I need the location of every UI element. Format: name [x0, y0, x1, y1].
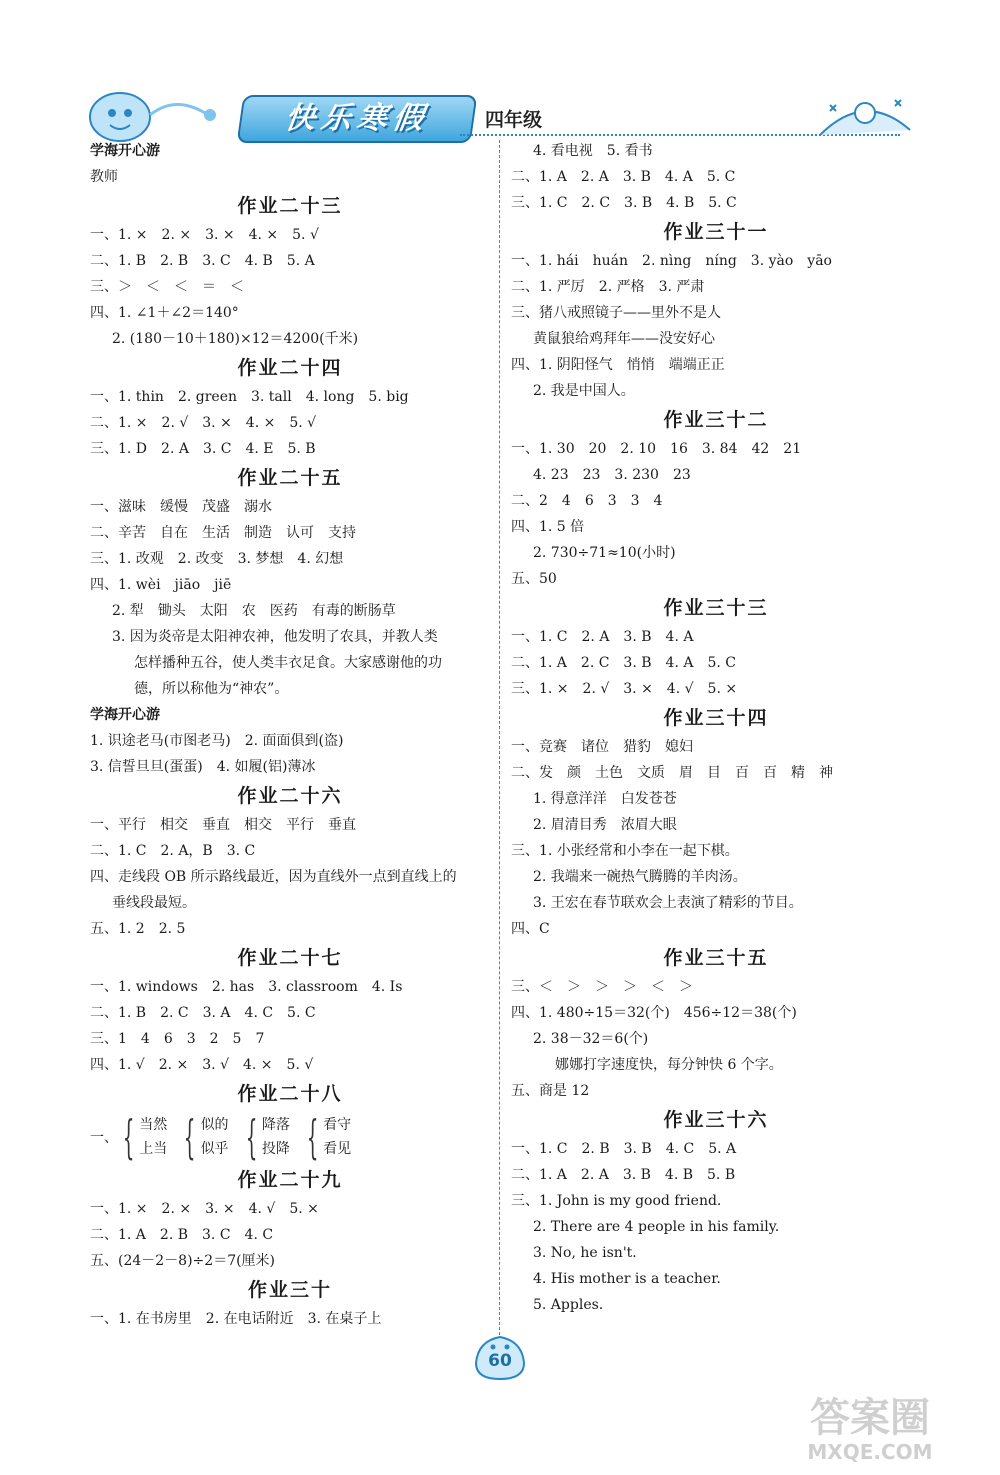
answer-line: 一、1. 30 20 2. 10 16 3. 84 42 21 [511, 441, 802, 457]
watermark-logo [760, 1385, 980, 1465]
answer-line: 三、1. John is my good friend. [511, 1193, 722, 1209]
brace-icon: { [184, 1110, 196, 1164]
answer-line: 一、竞赛 诸位 猎豹 媳妇 [511, 739, 693, 755]
answer-line: 德，所以称他为“神农”。 [134, 681, 289, 697]
answer-line: 一、平行 相交 垂直 相交 平行 垂直 [90, 817, 356, 833]
snow-cartoon-icon [810, 85, 920, 145]
answer-line: 二、1. × 2. √ 3. × 4. × 5. √ [90, 415, 317, 431]
homework-title: 作业二十八 [237, 1083, 343, 1105]
answer-line: 三、1 4 6 3 2 5 7 [90, 1031, 265, 1047]
answer-line: 二、1. A 2. A 3. B 4. B 5. B [511, 1167, 736, 1183]
brace-icon: { [306, 1110, 319, 1164]
homework-title: 作业二十九 [237, 1169, 343, 1191]
homework-title: 作业二十三 [237, 195, 343, 217]
word: 看见 [323, 1141, 352, 1157]
answer-line: 三、1. C 2. C 3. B 4. B 5. C [511, 195, 737, 211]
answer-line: 2. 我端来一碗热气腾腾的羊肉汤。 [533, 869, 747, 885]
answer-line: 2. (180－10＋180)×12＝4200(千米) [112, 331, 359, 347]
answer-line: 三、1. × 2. √ 3. × 4. √ 5. × [511, 681, 738, 697]
banner-title: 快乐寒假 [237, 95, 478, 143]
word-pair [302, 1110, 352, 1164]
word: 当然 [139, 1117, 168, 1133]
homework-title: 作业三十六 [663, 1109, 769, 1131]
banner-grade: 四年级 [485, 109, 543, 131]
word: 似的 [200, 1117, 229, 1133]
homework-title: 作业二十六 [237, 785, 343, 807]
homework-title: 作业三十三 [663, 597, 769, 619]
answer-line: 2. 38－32＝6(个) [533, 1031, 649, 1047]
word-pair [241, 1110, 290, 1164]
answer-line: 垂线段最短。 [112, 895, 196, 911]
answer-line: 一、1. × 2. × 3. × 4. √ 5. × [90, 1201, 319, 1217]
answer-line: 二、1. A 2. B 3. C 4. C [90, 1227, 274, 1243]
answer-line: 3. No, he isn't. [533, 1245, 637, 1261]
homework-title: 作业三十 [247, 1279, 332, 1301]
answer-line: 三、猪八戒照镜子——里外不是人 [511, 305, 721, 321]
answer-line: 一、1. C 2. B 3. B 4. C 5. A [511, 1141, 737, 1157]
answer-line: 3. 因为炎帝是太阳神农神，他发明了农具，并教人类 [112, 629, 438, 645]
answer-line: 二、辛苦 自在 生活 制造 认可 支持 [90, 525, 356, 541]
answer-line: 五、1. 2 2. 5 [90, 921, 186, 937]
answer-prefix: 一、 [90, 1130, 118, 1146]
answer-line: 二、2 4 6 3 3 4 [511, 493, 663, 509]
answer-line: 四、1. wèi jiāo jiē [90, 577, 232, 593]
answer-line: 四、1. 阴阳怪气 悄悄 端端正正 [511, 357, 725, 373]
answer-line: 四、1. 480÷15＝32(个) 456÷12＝38(个) [511, 1005, 797, 1021]
answer-line: 三、＞ ＜ ＜ ＝ ＜ [90, 279, 244, 295]
word-pair [179, 1110, 229, 1164]
answer-line: 三、1. 改观 2. 改变 3. 梦想 4. 幻想 [90, 551, 344, 567]
answer-line: 4. His mother is a teacher. [533, 1271, 721, 1287]
answer-line: 一、1. hái huán 2. nìng níng 3. yào yāo [511, 253, 832, 269]
answer-line: 一、1. thin 2. green 3. tall 4. long 5. big [90, 389, 409, 405]
homework-title: 作业二十五 [237, 467, 343, 489]
answer-line: 1. 得意洋洋 白发苍苍 [533, 791, 677, 807]
answer-line: 二、发 颜 土色 文质 眉 目 百 百 精 神 [511, 765, 833, 781]
answer-line: 四、1. √ 2. × 3. √ 4. × 5. √ [90, 1057, 314, 1073]
answer-line: 2. There are 4 people in his family. [533, 1219, 780, 1235]
homework-title: 作业三十四 [663, 707, 769, 729]
answer-line: 二、1. A 2. C 3. B 4. A 5. C [511, 655, 736, 671]
answer-line: 黄鼠狼给鸡拜年——没安好心 [533, 331, 715, 347]
answer-line: 怎样播种五谷，使人类丰衣足食。大家感谢他的功 [134, 655, 442, 671]
answer-line: 2. 眉清目秀 浓眉大眼 [533, 817, 677, 833]
answer-line: 四、C [511, 921, 550, 937]
answer-line: 三、＜ ＞ ＞ ＞ ＜ ＞ [511, 979, 693, 995]
answer-line: 五、50 [511, 571, 557, 587]
answer-line: 二、1. C 2. A，B 3. C [90, 843, 256, 859]
word-pair [118, 1110, 168, 1164]
answer-line: 二、1. B 2. C 3. A 4. C 5. C [90, 1005, 316, 1021]
answer-line: 1. 识途老马(市图老马) 2. 面面俱到(盗) [90, 733, 344, 749]
homework-title: 作业三十二 [663, 409, 769, 431]
answer-line: 3. 信誓旦旦(蛋蛋) 4. 如履(铝)薄冰 [90, 759, 316, 775]
word: 似乎 [200, 1141, 229, 1157]
answer-line: 三、1. 小张经常和小李在一起下棋。 [511, 843, 739, 859]
answer-line: 二、1. B 2. B 3. C 4. B 5. A [90, 253, 315, 269]
answer-line: 三、1. D 2. A 3. C 4. E 5. B [90, 441, 316, 457]
answer-line: 一、1. windows 2. has 3. classroom 4. Is [90, 979, 403, 995]
word: 上当 [139, 1141, 168, 1157]
homework-title: 作业三十一 [663, 221, 769, 243]
answer-line: 四、走线段 OB 所示路线最近，因为直线外一点到直线上的 [90, 869, 457, 885]
page-number-text: 60 [488, 1351, 512, 1371]
answer-line: 2. 犁 锄头 太阳 农 医药 有毒的断肠草 [112, 603, 396, 619]
homework-title: 作业二十四 [237, 357, 343, 379]
word: 投降 [261, 1141, 290, 1157]
answer-line: 四、1. ∠1＋∠2＝140° [90, 305, 239, 321]
section-title: 学海开心游 [90, 143, 160, 159]
answer-line: 二、1. 严厉 2. 严格 3. 严肃 [511, 279, 705, 295]
answer-line: 一、滋味 缓慢 茂盛 溺水 [90, 499, 272, 515]
answer-line: 一、1. C 2. A 3. B 4. A [511, 629, 694, 645]
watermark-text: 答案圈 [810, 1395, 930, 1441]
answer-line: 教师 [90, 169, 118, 185]
watermark-url: MXQE.COM [807, 1440, 933, 1464]
answer-line: 一、1. 在书房里 2. 在电话附近 3. 在桌子上 [90, 1311, 382, 1327]
word-pair-row [90, 1110, 490, 1164]
answer-line: 4. 看电视 5. 看书 [533, 143, 653, 159]
answer-line: 娜娜打字速度快，每分钟快 6 个字。 [555, 1057, 783, 1073]
answer-line: 二、1. A 2. A 3. B 4. A 5. C [511, 169, 736, 185]
answer-line: 五、商是 12 [511, 1083, 590, 1099]
word: 降落 [261, 1117, 290, 1133]
answer-line: 2. 730÷71≈10(小时) [533, 545, 676, 561]
answer-line: 四、1. 5 倍 [511, 519, 585, 535]
section-title: 学海开心游 [90, 707, 160, 723]
page-number [470, 1335, 530, 1381]
answer-line: 4. 23 23 3. 230 23 [533, 467, 691, 483]
answer-line: 5. Apples. [533, 1297, 604, 1313]
column-divider [499, 140, 500, 1340]
answer-line: 五、(24－2－8)÷2＝7(厘米) [90, 1253, 276, 1269]
brace-icon: { [122, 1110, 135, 1164]
answer-line: 2. 我是中国人。 [533, 383, 635, 399]
word: 看守 [323, 1117, 352, 1133]
right-column [511, 138, 921, 1318]
answer-line: 3. 王宏在春节联欢会上表演了精彩的节目。 [533, 895, 803, 911]
brace-icon: { [245, 1110, 258, 1164]
cartoon-mascot-icon [80, 85, 230, 145]
answer-line: 一、1. × 2. × 3. × 4. × 5. √ [90, 227, 319, 243]
homework-title: 作业三十五 [663, 947, 769, 969]
homework-title: 作业二十七 [237, 947, 343, 969]
left-column [90, 138, 490, 1332]
